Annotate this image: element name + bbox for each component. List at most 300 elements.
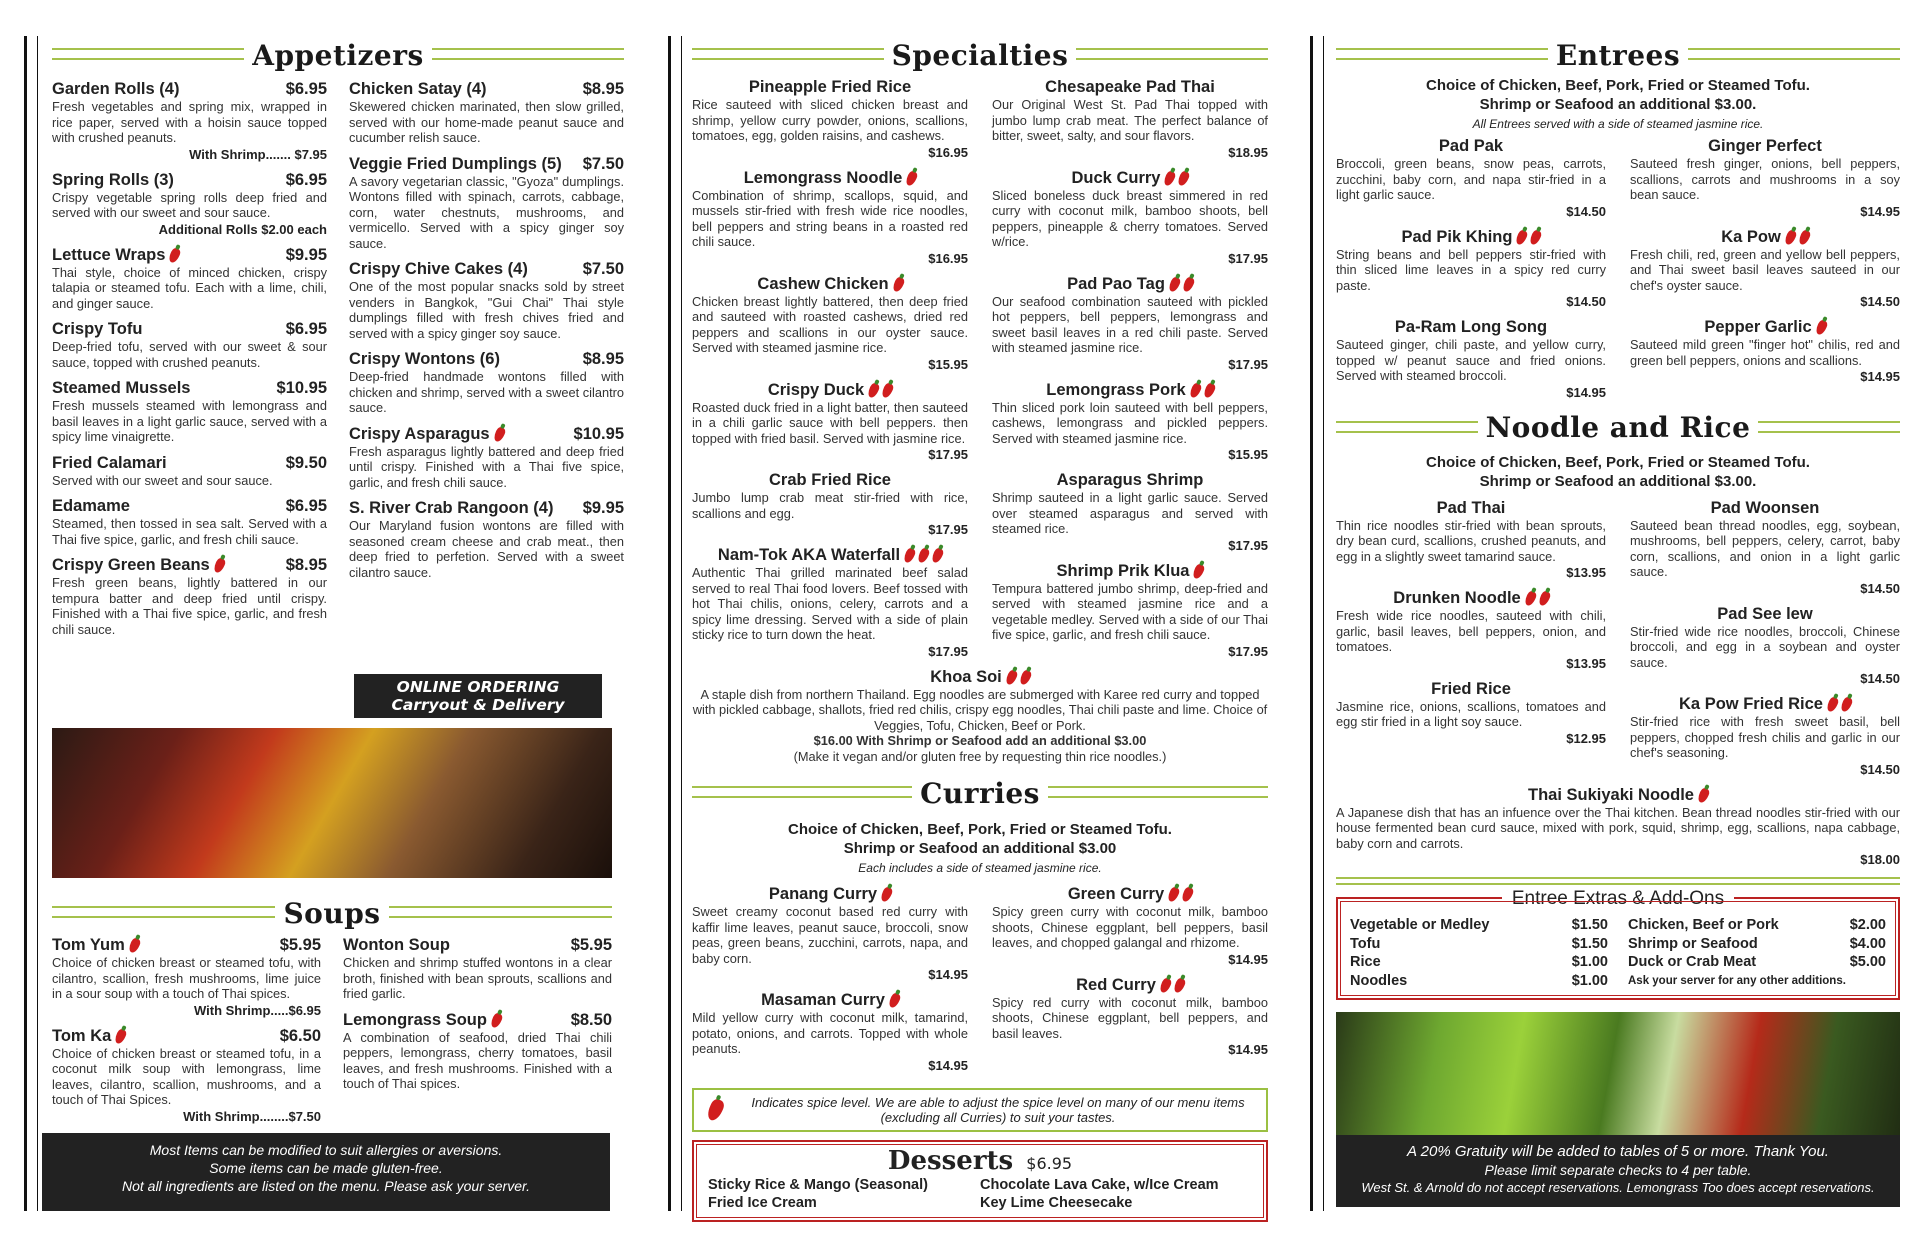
desserts-price: $6.95 xyxy=(1026,1153,1073,1173)
chili-icon xyxy=(1192,562,1206,579)
extras-ask: Ask your server for any other additions. xyxy=(1628,974,1846,987)
appetizers-right-list xyxy=(349,80,624,646)
item-price: $9.95 xyxy=(582,499,624,517)
chili-icon xyxy=(212,557,226,574)
item-extra: Additional Rolls $2.00 each xyxy=(158,221,327,237)
item-header xyxy=(1336,589,1606,608)
menu-item xyxy=(349,155,624,252)
chili-icon xyxy=(1825,696,1839,713)
item-header xyxy=(349,425,624,444)
item-header xyxy=(692,471,968,490)
column-rule xyxy=(24,36,38,1211)
menu-item xyxy=(343,1011,612,1092)
item-header xyxy=(692,885,968,904)
chili-icon xyxy=(1158,976,1172,993)
menu-item xyxy=(52,936,321,1018)
chili-icon xyxy=(1814,319,1828,336)
item-description: Thin sliced pork loin sauteed with bell peppers, cashews, lemongrass and pickled peppers. Served with steamed jasmine rice. xyxy=(992,399,1268,446)
item-description: Crispy vegetable spring rolls deep fried and served with our sweet and sour sauce. xyxy=(52,189,327,220)
section-title: Appetizers xyxy=(244,39,432,72)
chili-icon xyxy=(1529,228,1543,245)
item-description: Fresh chili, red, green and yellow bell peppers, and Thai sweet basil leaves sauteed in our chef's oyster sauce. xyxy=(1630,246,1900,293)
dessert-item: Sticky Rice & Mango (Seasonal) xyxy=(708,1176,928,1193)
curries-sub: Each includes a side of steamed jasmine rice. xyxy=(858,861,1102,875)
online-ordering-badge[interactable] xyxy=(354,674,602,718)
item-header xyxy=(52,379,327,398)
item-description: Deep-fried tofu, served with our sweet & sour sauce, topped with crushed peanuts. xyxy=(52,339,327,370)
item-name: Thai Sukiyaki Noodle xyxy=(1528,785,1694,804)
item-header xyxy=(52,497,327,516)
item-description: Our Maryland fusion wontons are filled with seasoned cream cheese and crab meat., then deep fried to perfetion. Served with a sweet cilantro sauce. xyxy=(349,518,624,580)
item-name: Crispy Wontons (6) xyxy=(349,350,500,368)
item-price: $8.95 xyxy=(582,350,624,368)
item-description: Stir-fried rice with fresh sweet basil, bell peppers, chopped fresh chilis and garlic in our chef's seasoning. xyxy=(1630,714,1900,760)
item-price: $14.95 xyxy=(928,967,968,982)
item-name: Khoa Soi xyxy=(930,667,1002,686)
item-price: $18.95 xyxy=(1228,144,1268,160)
item-name: Masaman Curry xyxy=(761,991,885,1009)
item-name: Panang Curry xyxy=(768,885,878,903)
menu-item xyxy=(992,976,1268,1058)
item-name: Lettuce Wraps xyxy=(52,245,166,264)
online-ordering-label: ONLINE ORDERING xyxy=(396,678,560,696)
extra-price: $4.00 xyxy=(1849,935,1886,952)
item-name: Pad See lew xyxy=(1717,604,1813,623)
chili-icon xyxy=(1797,228,1811,245)
item-header xyxy=(343,936,612,955)
section-title: Soups xyxy=(275,897,388,930)
item-header xyxy=(992,275,1268,294)
item-name: Tom Yum xyxy=(52,936,125,954)
item-header xyxy=(692,169,968,188)
item-header xyxy=(52,80,327,99)
section-title: Curries xyxy=(912,777,1048,810)
extra-row xyxy=(1628,953,1886,972)
chili-icon xyxy=(1523,590,1537,607)
menu-item xyxy=(692,546,968,659)
item-name: Lemongrass Noodle xyxy=(743,168,903,187)
item-description: Choice of chicken breast or steamed tofu, in a coconut milk soup with lemongrass, lime leaves, cilantro, scallion, mushrooms, and a touch of Thai Spices. xyxy=(52,1045,321,1107)
item-header xyxy=(692,991,968,1010)
item-header xyxy=(1336,137,1606,156)
menu-item xyxy=(1336,228,1606,310)
entrees-choice xyxy=(1336,76,1900,114)
chili-icon xyxy=(114,1027,128,1044)
chili-icon xyxy=(1537,590,1551,607)
item-header xyxy=(992,885,1268,904)
item-name: Crispy Duck xyxy=(767,380,865,399)
chili-icon xyxy=(879,886,893,903)
item-name: Asparagus Shrimp xyxy=(1056,471,1204,489)
section-title: Specialties xyxy=(884,39,1077,72)
item-header xyxy=(1336,499,1606,518)
item-name: Red Curry xyxy=(1076,975,1156,994)
item-name: Pa-Ram Long Song xyxy=(1394,318,1548,336)
extra-price: $1.00 xyxy=(1571,972,1608,989)
extra-row xyxy=(1628,935,1886,954)
extra-name: Vegetable or Medley xyxy=(1350,917,1490,933)
item-price: $14.50 xyxy=(1860,761,1900,777)
menu-item xyxy=(1630,695,1900,777)
chili-icon xyxy=(916,547,930,564)
item-header xyxy=(349,80,624,99)
noodles-choice xyxy=(1336,453,1900,491)
item-header xyxy=(692,381,968,400)
menu-item xyxy=(52,1027,321,1124)
item-price: $9.50 xyxy=(285,453,327,472)
menu-item xyxy=(52,379,327,445)
item-price: $14.50 xyxy=(1566,294,1606,309)
desserts-box xyxy=(692,1140,1268,1222)
menu-item xyxy=(1630,318,1900,384)
item-header xyxy=(1336,680,1606,699)
item-name: Spring Rolls (3) xyxy=(52,170,174,189)
item-price: $6.95 xyxy=(285,170,327,189)
item-price: $17.95 xyxy=(1228,643,1268,659)
item-price: $13.95 xyxy=(1566,565,1606,580)
note-line: A 20% Gratuity will be added to tables of 5 or more. Thank You. xyxy=(1407,1143,1829,1160)
item-price: $13.95 xyxy=(1566,655,1606,671)
item-price: $14.95 xyxy=(1228,951,1268,967)
item-description: Chicken and shrimp stuffed wontons in a clear broth, finished with bean sprouts, scallions and fried garlic. xyxy=(343,955,612,1001)
item-price: $5.95 xyxy=(570,936,612,954)
menu-item xyxy=(992,885,1268,967)
item-name: Steamed Mussels xyxy=(52,379,191,397)
item-name: Pad Pak xyxy=(1438,137,1504,155)
item-price: $16.95 xyxy=(928,144,968,160)
spices-photo xyxy=(52,728,612,878)
item-header xyxy=(1336,318,1606,337)
chili-icon xyxy=(1696,786,1710,803)
item-price: $6.95 xyxy=(285,497,327,515)
item-name: Pineapple Fried Rice xyxy=(748,78,912,96)
item-header xyxy=(692,668,1268,687)
item-description: Broccoli, green beans, snow peas, carrots, zucchini, baby corn, and napa stir-fried in a light garlic sauce. xyxy=(1336,156,1606,202)
item-description: Sliced boneless duck breast simmered in red curry with coconut milk, bamboo shoots, bell peppers, pineapple & cherry tomatoes. Served w/rice. xyxy=(992,187,1268,249)
entrees-header xyxy=(1336,36,1900,74)
chili-icon xyxy=(1188,381,1202,398)
menu-item xyxy=(343,936,612,1002)
item-name: Crab Fried Rice xyxy=(769,471,891,489)
item-name: Lemongrass Soup xyxy=(343,1010,487,1029)
column-rule xyxy=(668,36,682,1211)
extra-name: Chicken, Beef or Pork xyxy=(1628,917,1779,933)
chili-icon xyxy=(489,1011,503,1028)
soups-left-list xyxy=(52,936,321,1133)
item-description: A savory vegetarian classic, "Gyoza" dumplings. Wontons filled with spinach, carrots, cabbage, corn, water chestnuts, mushrooms, and vermicello. Served with a spicy ginger soy sauce. xyxy=(349,173,624,251)
item-price: $15.95 xyxy=(928,356,968,372)
item-price: $9.95 xyxy=(285,245,327,264)
item-description: Rice sauteed with sliced chicken breast and shrimp, yellow curry powder, onions, scallions, tomatoes, egg, golden raisins, and cashews. xyxy=(692,97,968,143)
item-header xyxy=(1630,228,1900,247)
item-description: Fresh green beans, lightly battered in our tempura batter and deep fried until crispy. Finished with a Thai five spice, garlic, and fresh chili sauce. xyxy=(52,575,327,637)
item-description: Choice of chicken breast or steamed tofu, with cilantro, scallion, fresh mushrooms, lime juice in a sour soup with a touch of Thai spices. xyxy=(52,955,321,1001)
extra-row xyxy=(1628,916,1886,935)
entrees-column xyxy=(1310,36,1900,1211)
menu-item xyxy=(349,425,624,491)
menu-item xyxy=(1336,589,1606,671)
item-description: Steamed, then tossed in sea salt. Served with a Thai five spice, garlic, and fresh chili sauce. xyxy=(52,516,327,547)
curries-head1: Choice of Chicken, Beef, Pork, Fried or Steamed Tofu. xyxy=(788,821,1172,838)
item-header xyxy=(1336,228,1606,247)
item-description: Sauteed ginger, chili paste, and yellow curry, topped w/ peanut sauce and fried onions. Served with steamed broccoli. xyxy=(1336,337,1606,383)
item-name: Fried Calamari xyxy=(52,453,167,472)
item-header xyxy=(349,260,624,279)
item-price: $14.50 xyxy=(1860,580,1900,596)
item-price: $6.95 xyxy=(285,320,327,338)
chili-icon xyxy=(1515,228,1529,245)
item-description: Authentic Thai grilled marinated beef salad served to real Thai food lovers. Beef tossed with hot Thai chilis, onions, celery, carrots and a spicy lime dressing. Served with a side of plain sticky rice to turn down the heat. xyxy=(692,565,968,642)
menu-item xyxy=(1336,318,1606,400)
item-price: $17.95 xyxy=(928,643,968,659)
soups-right-list xyxy=(343,936,612,1133)
khoa-soi-item xyxy=(692,668,1268,765)
item-header xyxy=(692,78,968,97)
item-price: $6.50 xyxy=(279,1026,321,1045)
chili-icon xyxy=(1166,886,1180,903)
chili-icon xyxy=(705,1097,726,1122)
item-description: Sauteed bean thread noodles, egg, soybean, mushrooms, bell peppers, celery, carrot, baby corn, scallions, and onion in a light garlic sauce. xyxy=(1630,517,1900,579)
item-description: Tempura battered jumbo shrimp, deep-fried and served with steamed jasmine rice and a vegetable medley. Served with a side of our Thai five spice, garlic, and fresh chili sauce. xyxy=(992,580,1268,642)
spice-legend xyxy=(692,1088,1268,1132)
item-header xyxy=(349,499,624,518)
item-name: Nam-Tok AKA Waterfall xyxy=(717,546,901,564)
item-extra: With Shrimp.....$6.95 xyxy=(193,1002,321,1018)
item-header xyxy=(992,169,1268,188)
menu-item xyxy=(992,381,1268,463)
menu-item xyxy=(692,78,968,160)
note-line: West St. & Arnold do not accept reservations. Lemongrass Too does accept reservations. xyxy=(1361,1180,1875,1195)
item-extra: With Shrimp........$7.50 xyxy=(183,1108,321,1124)
item-description: Thai style, choice of minced chicken, crispy talapia or steamed tofu. Each with a lime, chili, and ginger sauce. xyxy=(52,264,327,311)
item-description: Our Original West St. Pad Thai topped with jumbo lump crab meat. The perfect balance of bitter, sweet, salty, and sour flavors. xyxy=(992,97,1268,143)
dessert-item: Chocolate Lava Cake, w/Ice Cream xyxy=(980,1176,1219,1193)
noodles-right-list xyxy=(1630,499,1900,786)
dessert-item: Fried Ice Cream xyxy=(708,1194,817,1211)
chili-icon xyxy=(168,246,182,263)
entrees-head2: Shrimp or Seafood an additional $3.00. xyxy=(1479,96,1757,113)
menu-item xyxy=(992,471,1268,553)
item-name: Pad Woonsen xyxy=(1710,498,1820,517)
item-price: $14.50 xyxy=(1860,671,1900,686)
item-header xyxy=(992,381,1268,400)
chili-icon xyxy=(1172,976,1186,993)
item-name: Veggie Fried Dumplings (5) xyxy=(349,154,562,173)
menu-item xyxy=(52,80,327,162)
item-price: $5.95 xyxy=(279,936,321,954)
extra-name: Duck or Crab Meat xyxy=(1628,954,1757,970)
curries-right-list xyxy=(992,885,1268,1082)
extras-title: Entree Extras & Add-Ons xyxy=(1502,888,1734,909)
item-price: $16.95 xyxy=(928,250,968,266)
item-description: Chicken breast lightly battered, then deep fried and sauteed with roasted cashews, dried red peppers and scallions in our oyster sauce. Served with steamed jasmine rice. xyxy=(692,293,968,355)
item-name: Green Curry xyxy=(1067,885,1165,903)
item-header xyxy=(1630,137,1900,156)
item-header xyxy=(1630,695,1900,714)
gratuity-note xyxy=(1336,1135,1900,1207)
item-description: Our seafood combination sauteed with pickled hot peppers, bell peppers, lemongrass and sweet basil leaves in a red chili paste. Served with steamed jasmine rice. xyxy=(992,293,1268,355)
item-header xyxy=(1336,786,1900,805)
item-price: $14.50 xyxy=(1860,294,1900,309)
entrees-head1: Choice of Chicken, Beef, Pork, Fried or Steamed Tofu. xyxy=(1426,77,1810,94)
item-name: Lemongrass Pork xyxy=(1046,380,1186,399)
item-name: Chesapeake Pad Thai xyxy=(1045,78,1215,96)
item-price: $16.00 With Shrimp or Seafood add an additional $3.00 xyxy=(813,733,1147,748)
extra-row xyxy=(1350,953,1608,972)
item-price: $12.95 xyxy=(1566,730,1606,746)
allergy-note xyxy=(42,1133,610,1211)
menu-item xyxy=(349,350,624,416)
menu-item xyxy=(1336,499,1606,581)
item-name: Duck Curry xyxy=(1071,168,1161,187)
extra-name: Shrimp or Seafood xyxy=(1628,935,1758,952)
item-header xyxy=(52,936,321,955)
chili-icon xyxy=(1180,886,1194,903)
item-name: Ka Pow Fried Rice xyxy=(1679,695,1823,713)
item-price: $18.00 xyxy=(1860,852,1900,867)
item-header xyxy=(52,171,327,190)
entrees-right-list xyxy=(1630,137,1900,409)
item-price: $14.95 xyxy=(1566,384,1606,400)
item-name: Edamame xyxy=(52,497,130,515)
item-description: Fresh vegetables and spring mix, wrapped in rice paper, served with a hoisin sauce topped with crushed peanuts. xyxy=(52,99,327,145)
chili-icon xyxy=(1167,275,1181,292)
item-name: Ginger Perfect xyxy=(1708,137,1822,155)
item-description: A staple dish from northern Thailand. Egg noodles are submerged with Karee red curry and topped with pickled cabbage, shallots, fried red chilis, crispy egg noodles, Thai chili paste and lime. Choice of Veggies, Tofu, Chicken, Beef or Pork. xyxy=(692,686,1268,733)
extras-right-list xyxy=(1628,916,1886,972)
item-header xyxy=(992,976,1268,995)
online-ordering-sub: Carryout & Delivery xyxy=(391,696,565,714)
item-header xyxy=(692,546,968,565)
extra-price: $5.00 xyxy=(1849,954,1886,970)
menu-item xyxy=(992,562,1268,659)
curries-head2: Shrimp or Seafood an additional $3.00 xyxy=(843,840,1117,857)
item-description: Served with our sweet and sour sauce. xyxy=(52,472,273,488)
item-description: Fresh wide rice noodles, sauteed with chili, garlic, basil leaves, bell peppers, onion, and tomatoes. xyxy=(1336,608,1606,654)
item-name: Pad Pao Tag xyxy=(1067,274,1165,293)
item-description: Mild yellow curry with coconut milk, tamarind, potato, onions, and carrots. Topped with whole peanuts. xyxy=(692,1010,968,1056)
chili-icon xyxy=(1839,696,1853,713)
item-name: Crispy Chive Cakes (4) xyxy=(349,260,528,278)
item-description: Stir-fried wide rice noodles, broccoli, Chinese broccoli, and egg in a soybean and oyster sauce. xyxy=(1630,623,1900,670)
item-description: Spicy red curry with coconut milk, bamboo shoots, Chinese eggplant, bell peppers, and basil leaves. xyxy=(992,994,1268,1041)
entrees-left-list xyxy=(1336,137,1606,409)
item-price: $14.95 xyxy=(1860,203,1900,219)
menu-item xyxy=(1630,499,1900,596)
item-name: Garden Rolls (4) xyxy=(52,80,180,98)
item-name: Pad Pik Khing xyxy=(1401,227,1513,246)
item-description: A combination of seafood, dried Thai chili peppers, lemongrass, cherry tomatoes, basil leaves, and fresh mushrooms. Finished with a touch of Thai spices. xyxy=(343,1029,612,1091)
item-description: Spicy green curry with coconut milk, bamboo shoots, Chinese eggplant, bell peppers, basil leaves, and chopped galangal and rhizome. xyxy=(992,904,1268,950)
chili-icon xyxy=(902,547,916,564)
item-header xyxy=(343,1011,612,1030)
item-header xyxy=(992,562,1268,581)
extra-name: Tofu xyxy=(1350,935,1381,952)
menu-item xyxy=(692,275,968,372)
extra-row xyxy=(1350,972,1608,991)
extra-price: $1.00 xyxy=(1571,954,1608,970)
item-price: $17.95 xyxy=(1228,356,1268,372)
curries-choice xyxy=(692,820,1268,858)
appetizers-left-list xyxy=(52,80,327,646)
item-header xyxy=(992,471,1268,490)
menu-item xyxy=(52,320,327,370)
item-description: Thin rice noodles stir-fried with bean sprouts, dry bean curd, scallions, crushed peanuts, and egg in a slightly sweet tamarind sauce. xyxy=(1336,517,1606,564)
spice-note: Indicates spice level. We are able to adjust the spice level on many of our menu items (excluding all Curries) to suit your tastes. xyxy=(751,1094,1245,1125)
item-description: Sauteed fresh ginger, onions, bell peppers, scallions, carrots and mushrooms in a soy bean sauce. xyxy=(1630,156,1900,202)
item-header xyxy=(1630,605,1900,624)
extra-price: $1.50 xyxy=(1571,935,1608,952)
section-title: Desserts xyxy=(887,1145,1014,1176)
menu-item xyxy=(349,80,624,146)
menu-item xyxy=(692,885,968,982)
item-name: Crispy Asparagus xyxy=(349,424,490,443)
menu-item xyxy=(52,171,327,237)
item-description: String beans and bell peppers stir-fried with thin sliced lime leaves in a spicy red curry paste. xyxy=(1336,246,1606,293)
chili-icon xyxy=(1202,381,1216,398)
item-header xyxy=(52,320,327,339)
item-description: Jasmine rice, onions, scallions, tomatoes and egg stir fried in a light soy sauce. xyxy=(1336,698,1606,729)
item-name: Crispy Green Beans xyxy=(52,556,210,574)
item-price: $7.50 xyxy=(582,260,624,278)
menu-item xyxy=(349,260,624,341)
item-description: Shrimp sauteed in a light garlic sauce. Served over steamed asparagus and served with steamed rice. xyxy=(992,490,1268,536)
divider xyxy=(1336,877,1900,885)
note-line: Some items can be made gluten-free. xyxy=(209,1160,443,1176)
menu-item xyxy=(692,471,968,537)
note-line: Not all ingredients are listed on the menu. Please ask your server. xyxy=(121,1178,531,1194)
item-price: $17.95 xyxy=(928,447,968,462)
menu-item xyxy=(692,169,968,266)
extras-box xyxy=(1336,888,1900,1000)
menu-item xyxy=(992,169,1268,266)
appetizers-header xyxy=(52,36,624,74)
specialties-right-list xyxy=(992,78,1268,668)
item-header xyxy=(52,1027,321,1046)
extra-row xyxy=(1350,916,1608,935)
item-header xyxy=(52,556,327,575)
chili-icon xyxy=(887,992,901,1009)
item-description: A Japanese dish that has an infuence over the Thai kitchen. Bean thread noodles stir-fried with our house fermented bean curd sauce, mixed with pork, squid, shrimp, egg, scallions, napa cabbage, baby corn and carrots. xyxy=(1336,804,1900,851)
menu-item xyxy=(692,381,968,463)
item-price: $14.95 xyxy=(1228,1042,1268,1057)
noodles-head2: Shrimp or Seafood an additional $3.00. xyxy=(1479,472,1757,490)
chili-icon xyxy=(1004,668,1018,685)
sukiyaki-item xyxy=(1336,786,1900,868)
item-name: Wonton Soup xyxy=(343,936,450,954)
noodles-head1: Choice of Chicken, Beef, Pork, Fried or Steamed Tofu. xyxy=(1426,453,1810,471)
extra-name: Noodles xyxy=(1350,972,1408,989)
chili-icon xyxy=(1163,169,1177,186)
chili-icon xyxy=(880,381,894,398)
menu-item xyxy=(349,499,624,580)
menu-item xyxy=(692,991,968,1073)
item-description: Roasted duck fried in a light batter, then sauteed in a chili garlic sauce with bell peppers. then topped with fried basil. Served with jasmine rice. xyxy=(692,399,968,446)
menu-item xyxy=(992,78,1268,160)
menu-item xyxy=(1630,605,1900,687)
item-price: $10.95 xyxy=(276,379,327,397)
menu-item xyxy=(1630,137,1900,219)
item-price: $8.50 xyxy=(570,1010,612,1029)
item-price: $17.95 xyxy=(928,522,968,537)
extra-price: $2.00 xyxy=(1849,917,1886,933)
note-line: Please limit separate checks to 4 per table. xyxy=(1484,1162,1752,1178)
extras-left-list xyxy=(1350,916,1608,990)
item-price: $8.95 xyxy=(582,80,624,98)
section-title: Noodle and Rice xyxy=(1478,411,1759,444)
item-name: Shrimp Prik Klua xyxy=(1056,561,1190,580)
specialties-left-list xyxy=(692,78,968,668)
